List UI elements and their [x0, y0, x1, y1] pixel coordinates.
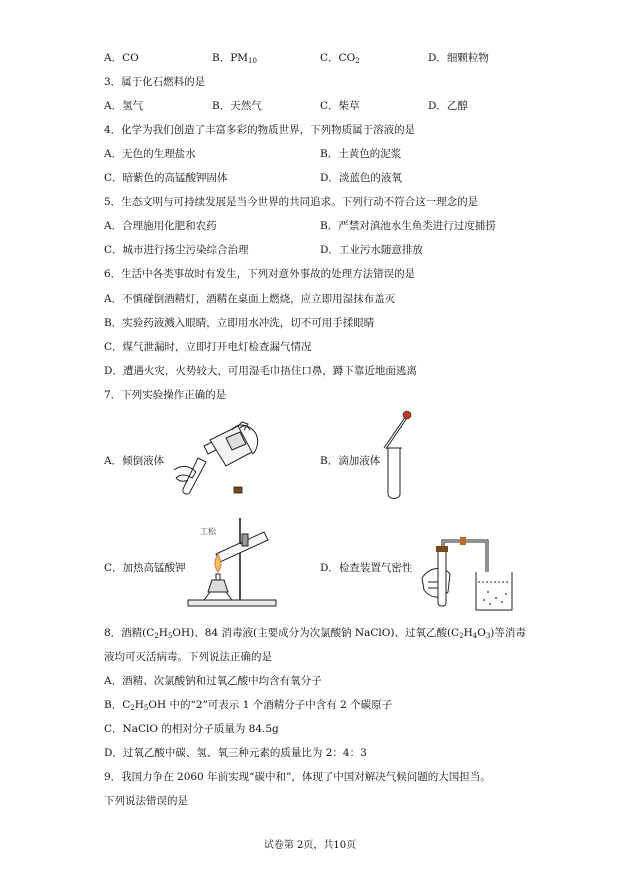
q8-option-a: A．酒精、次氯酸钠和过氧乙酸中均含有氧分子: [104, 675, 322, 687]
airtightness-check-figure: [420, 530, 520, 614]
q3-stem: 3．属于化石燃料的是: [104, 76, 206, 88]
q2-option-d: D．细颗粒物: [428, 52, 489, 64]
q5-option-d: D．工业污水随意排放: [320, 244, 423, 256]
q4-option-d: D．淡蓝色的液氧: [320, 172, 402, 184]
q3-option-d: D．乙醇: [428, 100, 468, 112]
q7-stem: 7．下列实验操作正确的是: [104, 389, 227, 401]
q9-stem-line1: 9．我国力争在 2060 年前实现“碳中和”，体现了中国对解决气候问题的大国担当。: [104, 771, 491, 783]
q6-option-c: C．煤气泄漏时，立即打开电灯检查漏气情况: [104, 341, 312, 353]
q9-stem-line2: 下列说法错误的是: [104, 795, 188, 807]
q8-option-b: B．$C_2H_5OH$ 中的“2”可表示 1 个酒精分子中含有 2 个碳原子: [104, 699, 393, 712]
q3-option-b: B．天然气: [212, 100, 262, 112]
q2-option-c: C．$CO_2$: [320, 52, 360, 65]
q3-option-a: A．氢气: [104, 100, 144, 112]
q4-option-c: C．暗紫色的高锰酸钾固体: [104, 172, 228, 184]
q8-stem-line2: 液均可灭活病毒。下列说法正确的是: [104, 651, 272, 663]
q4-option-a: A．无色的生理盐水: [104, 148, 196, 160]
q4-stem: 4．化学为我们创造了丰富多彩的物质世界，下列物质属于溶液的是: [104, 124, 416, 136]
pouring-liquid-figure: [168, 418, 264, 498]
q8-stem-line1: 8．酒精$(C_2H_5OH)$、84 消毒液(主要成分为次氯酸钠 NaClO)、过氧乙酸$(C_2H_4O_3)$等消毒: [104, 627, 526, 640]
q5-option-b: B．严禁对滇池水生鱼类进行过度捕捞: [320, 220, 496, 232]
q7-option-a: A．倾倒液体: [104, 455, 165, 467]
q6-stem: 6．生活中各类事故时有发生，下列对意外事故的处理方法错误的是: [104, 268, 416, 280]
q3-option-c: C．柴草: [320, 100, 360, 112]
q6-option-b: B．实验药液溅入眼睛，立即用水冲洗，切不可用手揉眼睛: [104, 317, 375, 329]
q5-option-c: C．城市进行扬尘污染综合治理: [104, 244, 249, 256]
heating-potassium-permanganate-figure: [186, 514, 280, 610]
dropping-liquid-figure: [372, 408, 416, 504]
q4-option-b: B．土黄色的泥浆: [320, 148, 402, 160]
page-footer: 试卷第 2页，共10页: [263, 840, 357, 851]
q6-option-d: D．遭遇火灾，火势较大，可用湿毛巾捂住口鼻，蹲下靠近地面逃离: [104, 365, 417, 377]
q7-option-b: B．滴加液体: [320, 455, 381, 467]
q7-option-c: C．加热高锰酸钾: [104, 562, 186, 574]
figure-c-label: 工松: [200, 527, 216, 536]
q6-option-a: A．不慎碰倒酒精灯，酒精在桌面上燃烧，应立即用湿抹布盖灭: [104, 293, 396, 305]
q5-stem: 5．生态文明与可持续发展是当今世界的共同追求。下列行动不符合这一理念的是: [104, 196, 479, 208]
q8-option-d: D．过氧乙酸中碳、氢、氧三种元素的质量比为 2：4：3: [104, 747, 367, 759]
q2-option-b: B．$PM_{10}$: [212, 52, 257, 65]
q8-option-c: C．NaClO 的相对分子质量为 84.5g: [104, 723, 279, 735]
q5-option-a: A．合理施用化肥和农药: [104, 220, 217, 232]
q2-option-a: A．CO: [104, 52, 139, 64]
q7-option-d: D．检查装置气密性: [320, 562, 413, 574]
